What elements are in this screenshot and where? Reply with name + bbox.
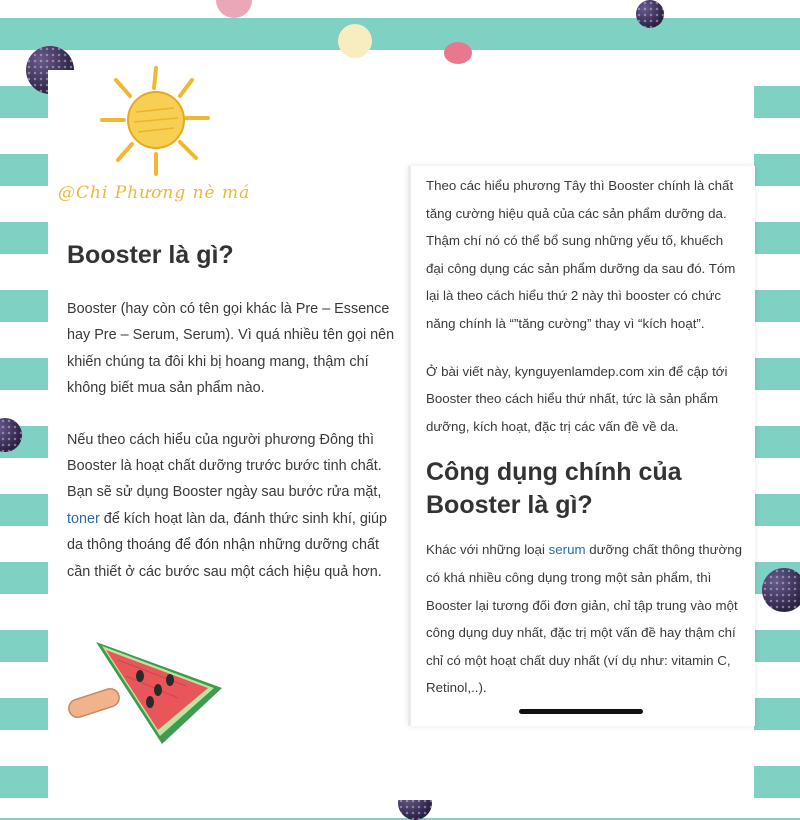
pink-dot-top: [216, 0, 252, 18]
right-column: [426, 172, 744, 702]
right-paragraph-2: Ở bài viết này, kynguyenlamdep.com xin để cập tới Booster theo cách hiểu thứ nhất, tức là sản phẩm dưỡng, kích hoạt, đặc trị các vấn đề về da.: [426, 363, 728, 434]
left-paragraph-2-text-a: Nếu theo cách hiểu của người phương Đông thì Booster là hoạt chất dưỡng trước bước tinh chất. Bạn sẽ sử dụng Booster ngày sau bước rửa mặt,: [67, 431, 382, 501]
pink-dot-mid: [444, 42, 472, 64]
right-paragraph-1: Theo các hiểu phương Tây thì Booster chính là chất tăng cường hiệu quả của các sản phẩm dưỡng da. Thậm chí nó có thể bổ sung những yếu tố, khuếch đại công dụng các sản phẩm dưỡng da sau đó. Tóm lại là theo cách hiểu thứ 2 này thì booster có chức năng chính là “”tăng cường” thay vì “kích hoạt”.: [426, 178, 736, 331]
glitter-dot-right: [762, 568, 800, 612]
right-paragraph-3-text-b: dưỡng chất thông thường có khá nhiều công dụng trong một sản phẩm, thì Booster lại tương đối đơn giản, chỉ tập trung vào một công dụng duy nhất, đặc trị một vấn đề hay thậm chí chỉ có một hoạt chất duy nhất (ví dụ như: vitamin C, Retinol,..).: [426, 542, 743, 696]
scroll-indicator[interactable]: [519, 709, 643, 714]
cream-dot-top: [338, 24, 372, 58]
sun-sketch-icon: [96, 62, 216, 182]
left-paragraph-1: Booster (hay còn có tên gọi khác là Pre – Essence hay Pre – Serum, Serum). Vì quá nhiều tên gọi nên khiến chúng ta đôi khi bị hoang mang, thậm chí không biết mua sản phẩm nào.: [67, 301, 395, 397]
glitter-dot-left: [0, 418, 22, 452]
left-paragraph-2: [67, 427, 399, 585]
watermelon-popsicle-icon: [66, 636, 242, 750]
left-paragraph-2-text-b: để kích hoạt làn da, đánh thức sinh khí, giúp da thông thoáng để đón nhận những dưỡng chất cần thiết ở các bước sau một cách hiệu quả hơn.: [67, 510, 388, 580]
article-title: Booster là gì?: [67, 241, 234, 269]
glitter-dot-top-right: [636, 0, 664, 28]
right-paragraph-3-text-a: Khác với những loại: [426, 542, 549, 558]
left-column: [67, 238, 399, 585]
right-paragraph-3: [426, 536, 744, 702]
section-heading: Công dụng chính của Booster là gì?: [426, 458, 682, 520]
author-watermark: @Chi Phương nè má: [58, 183, 251, 203]
serum-link[interactable]: serum: [548, 542, 586, 558]
toner-link[interactable]: toner: [67, 510, 100, 527]
